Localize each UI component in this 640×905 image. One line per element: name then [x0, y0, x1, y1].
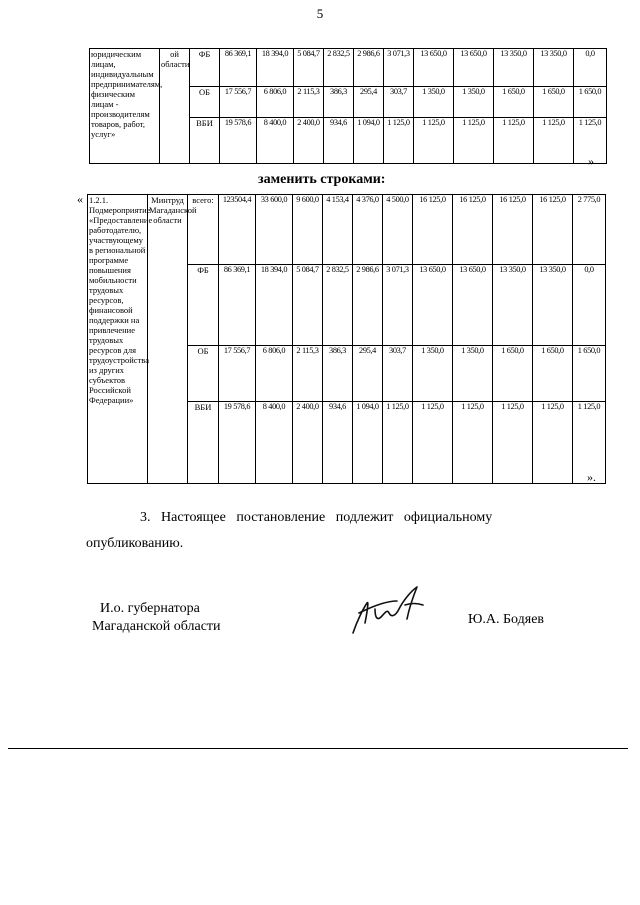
- amount-cell: 2 832,5: [323, 265, 353, 345]
- footer-rule: [8, 748, 628, 749]
- amount-cell: 1 125,0: [494, 117, 534, 163]
- position-line1: И.о. губернатора: [100, 601, 200, 616]
- funding-source: ОБ: [190, 87, 220, 117]
- amount-cell: 2 400,0: [293, 401, 323, 483]
- amount-cell: 16 125,0: [533, 195, 573, 265]
- paragraph-3-line1: 3. Настоящее постановление подлежит официальному: [140, 510, 493, 525]
- amount-cell: 13 350,0: [494, 49, 534, 87]
- amount-cell: 16 125,0: [453, 195, 493, 265]
- amount-cell: 2 115,3: [294, 87, 324, 117]
- funding-source: ВБИ: [190, 117, 220, 163]
- amount-cell: 86 369,1: [220, 49, 257, 87]
- amount-cell: 2 832,5: [324, 49, 354, 87]
- amount-cell: 2 986,6: [354, 49, 384, 87]
- amount-cell: 17 556,7: [219, 345, 256, 401]
- amount-cell: 13 650,0: [453, 265, 493, 345]
- amount-cell: 1 350,0: [454, 87, 494, 117]
- amount-cell: 2 400,0: [294, 117, 324, 163]
- amount-cell: 1 650,0: [533, 345, 573, 401]
- amount-cell: 2 775,0: [573, 195, 606, 265]
- amount-cell: 4 376,0: [353, 195, 383, 265]
- budget-table-continued: [89, 48, 607, 164]
- funding-source: всего:: [188, 195, 219, 265]
- funding-source: ВБИ: [188, 401, 219, 483]
- amount-cell: 0,0: [573, 265, 606, 345]
- paragraph-3-line2: опубликованию.: [86, 536, 184, 551]
- amount-cell: 13 350,0: [533, 265, 573, 345]
- amount-cell: 123504,4: [219, 195, 256, 265]
- amount-cell: 1 125,0: [453, 401, 493, 483]
- amount-cell: 4 153,4: [323, 195, 353, 265]
- measure-description: юридическим лицам, индивидуальным предпринимателям, физическим лицам - производителям товаров, работ, услуг»: [90, 49, 160, 164]
- amount-cell: 18 394,0: [257, 49, 294, 87]
- closing-quote: ».: [587, 470, 596, 484]
- amount-cell: 3 071,3: [384, 49, 414, 87]
- amount-cell: 303,7: [384, 87, 414, 117]
- paragraph-3: [86, 508, 556, 554]
- amount-cell: 295,4: [354, 87, 384, 117]
- amount-cell: 1 125,0: [533, 401, 573, 483]
- amount-cell: 1 350,0: [414, 87, 454, 117]
- amount-cell: 0,0: [574, 49, 607, 87]
- amount-cell: 2 986,6: [353, 265, 383, 345]
- amount-cell: 17 556,7: [220, 87, 257, 117]
- amount-cell: 1 350,0: [413, 345, 453, 401]
- funding-source: ОБ: [188, 345, 219, 401]
- opening-quote: «: [77, 192, 83, 206]
- amount-cell: 86 369,1: [219, 265, 256, 345]
- amount-cell: 1 125,0: [574, 117, 607, 163]
- amount-cell: 13 650,0: [413, 265, 453, 345]
- amount-cell: 6 806,0: [257, 87, 294, 117]
- closing-quote: »: [588, 154, 594, 168]
- budget-table-replacement: [87, 194, 606, 484]
- amount-cell: 1 125,0: [454, 117, 494, 163]
- amount-cell: 1 650,0: [573, 345, 606, 401]
- amount-cell: 5 084,7: [294, 49, 324, 87]
- amount-cell: 33 600,0: [256, 195, 293, 265]
- amount-cell: 934,6: [324, 117, 354, 163]
- amount-cell: 4 500,0: [383, 195, 413, 265]
- amount-cell: 1 125,0: [573, 401, 606, 483]
- page-number: 5: [316, 6, 324, 21]
- amount-cell: 1 650,0: [574, 87, 607, 117]
- amount-cell: 6 806,0: [256, 345, 293, 401]
- amount-cell: 1 125,0: [383, 401, 413, 483]
- amount-cell: 5 084,7: [293, 265, 323, 345]
- amount-cell: 1 125,0: [413, 401, 453, 483]
- amount-cell: 295,4: [353, 345, 383, 401]
- amount-cell: 934,6: [323, 401, 353, 483]
- amount-cell: 13 350,0: [534, 49, 574, 87]
- signatory-name: Ю.А. Бодяев: [468, 612, 545, 627]
- amount-cell: 13 650,0: [414, 49, 454, 87]
- amount-cell: 1 094,0: [354, 117, 384, 163]
- executor-cell: ой области: [160, 49, 190, 164]
- amount-cell: 16 125,0: [493, 195, 533, 265]
- amount-cell: 16 125,0: [413, 195, 453, 265]
- amount-cell: 2 115,3: [293, 345, 323, 401]
- amount-cell: 19 578,6: [219, 401, 256, 483]
- funding-source: ФБ: [188, 265, 219, 345]
- amount-cell: 1 125,0: [534, 117, 574, 163]
- amount-cell: 1 094,0: [353, 401, 383, 483]
- amount-cell: 13 650,0: [454, 49, 494, 87]
- amount-cell: 1 650,0: [494, 87, 534, 117]
- measure-description: 1.2.1. Подмероприятие «Предоставление работодателю, участвующему в региональной программе повышения мобильности трудовых ресурсов, финансовой поддержки на привлечение трудовых ресурсов для трудоустройства из других субъектов Российской Федерации»: [88, 195, 148, 484]
- amount-cell: 13 350,0: [493, 265, 533, 345]
- amount-cell: 8 400,0: [256, 401, 293, 483]
- amount-cell: 3 071,3: [383, 265, 413, 345]
- amount-cell: 1 350,0: [453, 345, 493, 401]
- signatory-position: [92, 600, 221, 636]
- amount-cell: 303,7: [383, 345, 413, 401]
- funding-source: ФБ: [190, 49, 220, 87]
- amount-cell: 18 394,0: [256, 265, 293, 345]
- replace-instruction: заменить строками:: [258, 172, 386, 187]
- amount-cell: 386,3: [324, 87, 354, 117]
- executor-cell: Минтруд Магаданской области: [148, 195, 188, 484]
- amount-cell: 386,3: [323, 345, 353, 401]
- amount-cell: 1 125,0: [384, 117, 414, 163]
- position-line2: Магаданской области: [92, 619, 221, 634]
- amount-cell: 8 400,0: [257, 117, 294, 163]
- amount-cell: 1 125,0: [493, 401, 533, 483]
- amount-cell: 1 650,0: [493, 345, 533, 401]
- handwritten-signature: [345, 583, 430, 638]
- amount-cell: 1 650,0: [534, 87, 574, 117]
- amount-cell: 9 600,0: [293, 195, 323, 265]
- amount-cell: 19 578,6: [220, 117, 257, 163]
- amount-cell: 1 125,0: [414, 117, 454, 163]
